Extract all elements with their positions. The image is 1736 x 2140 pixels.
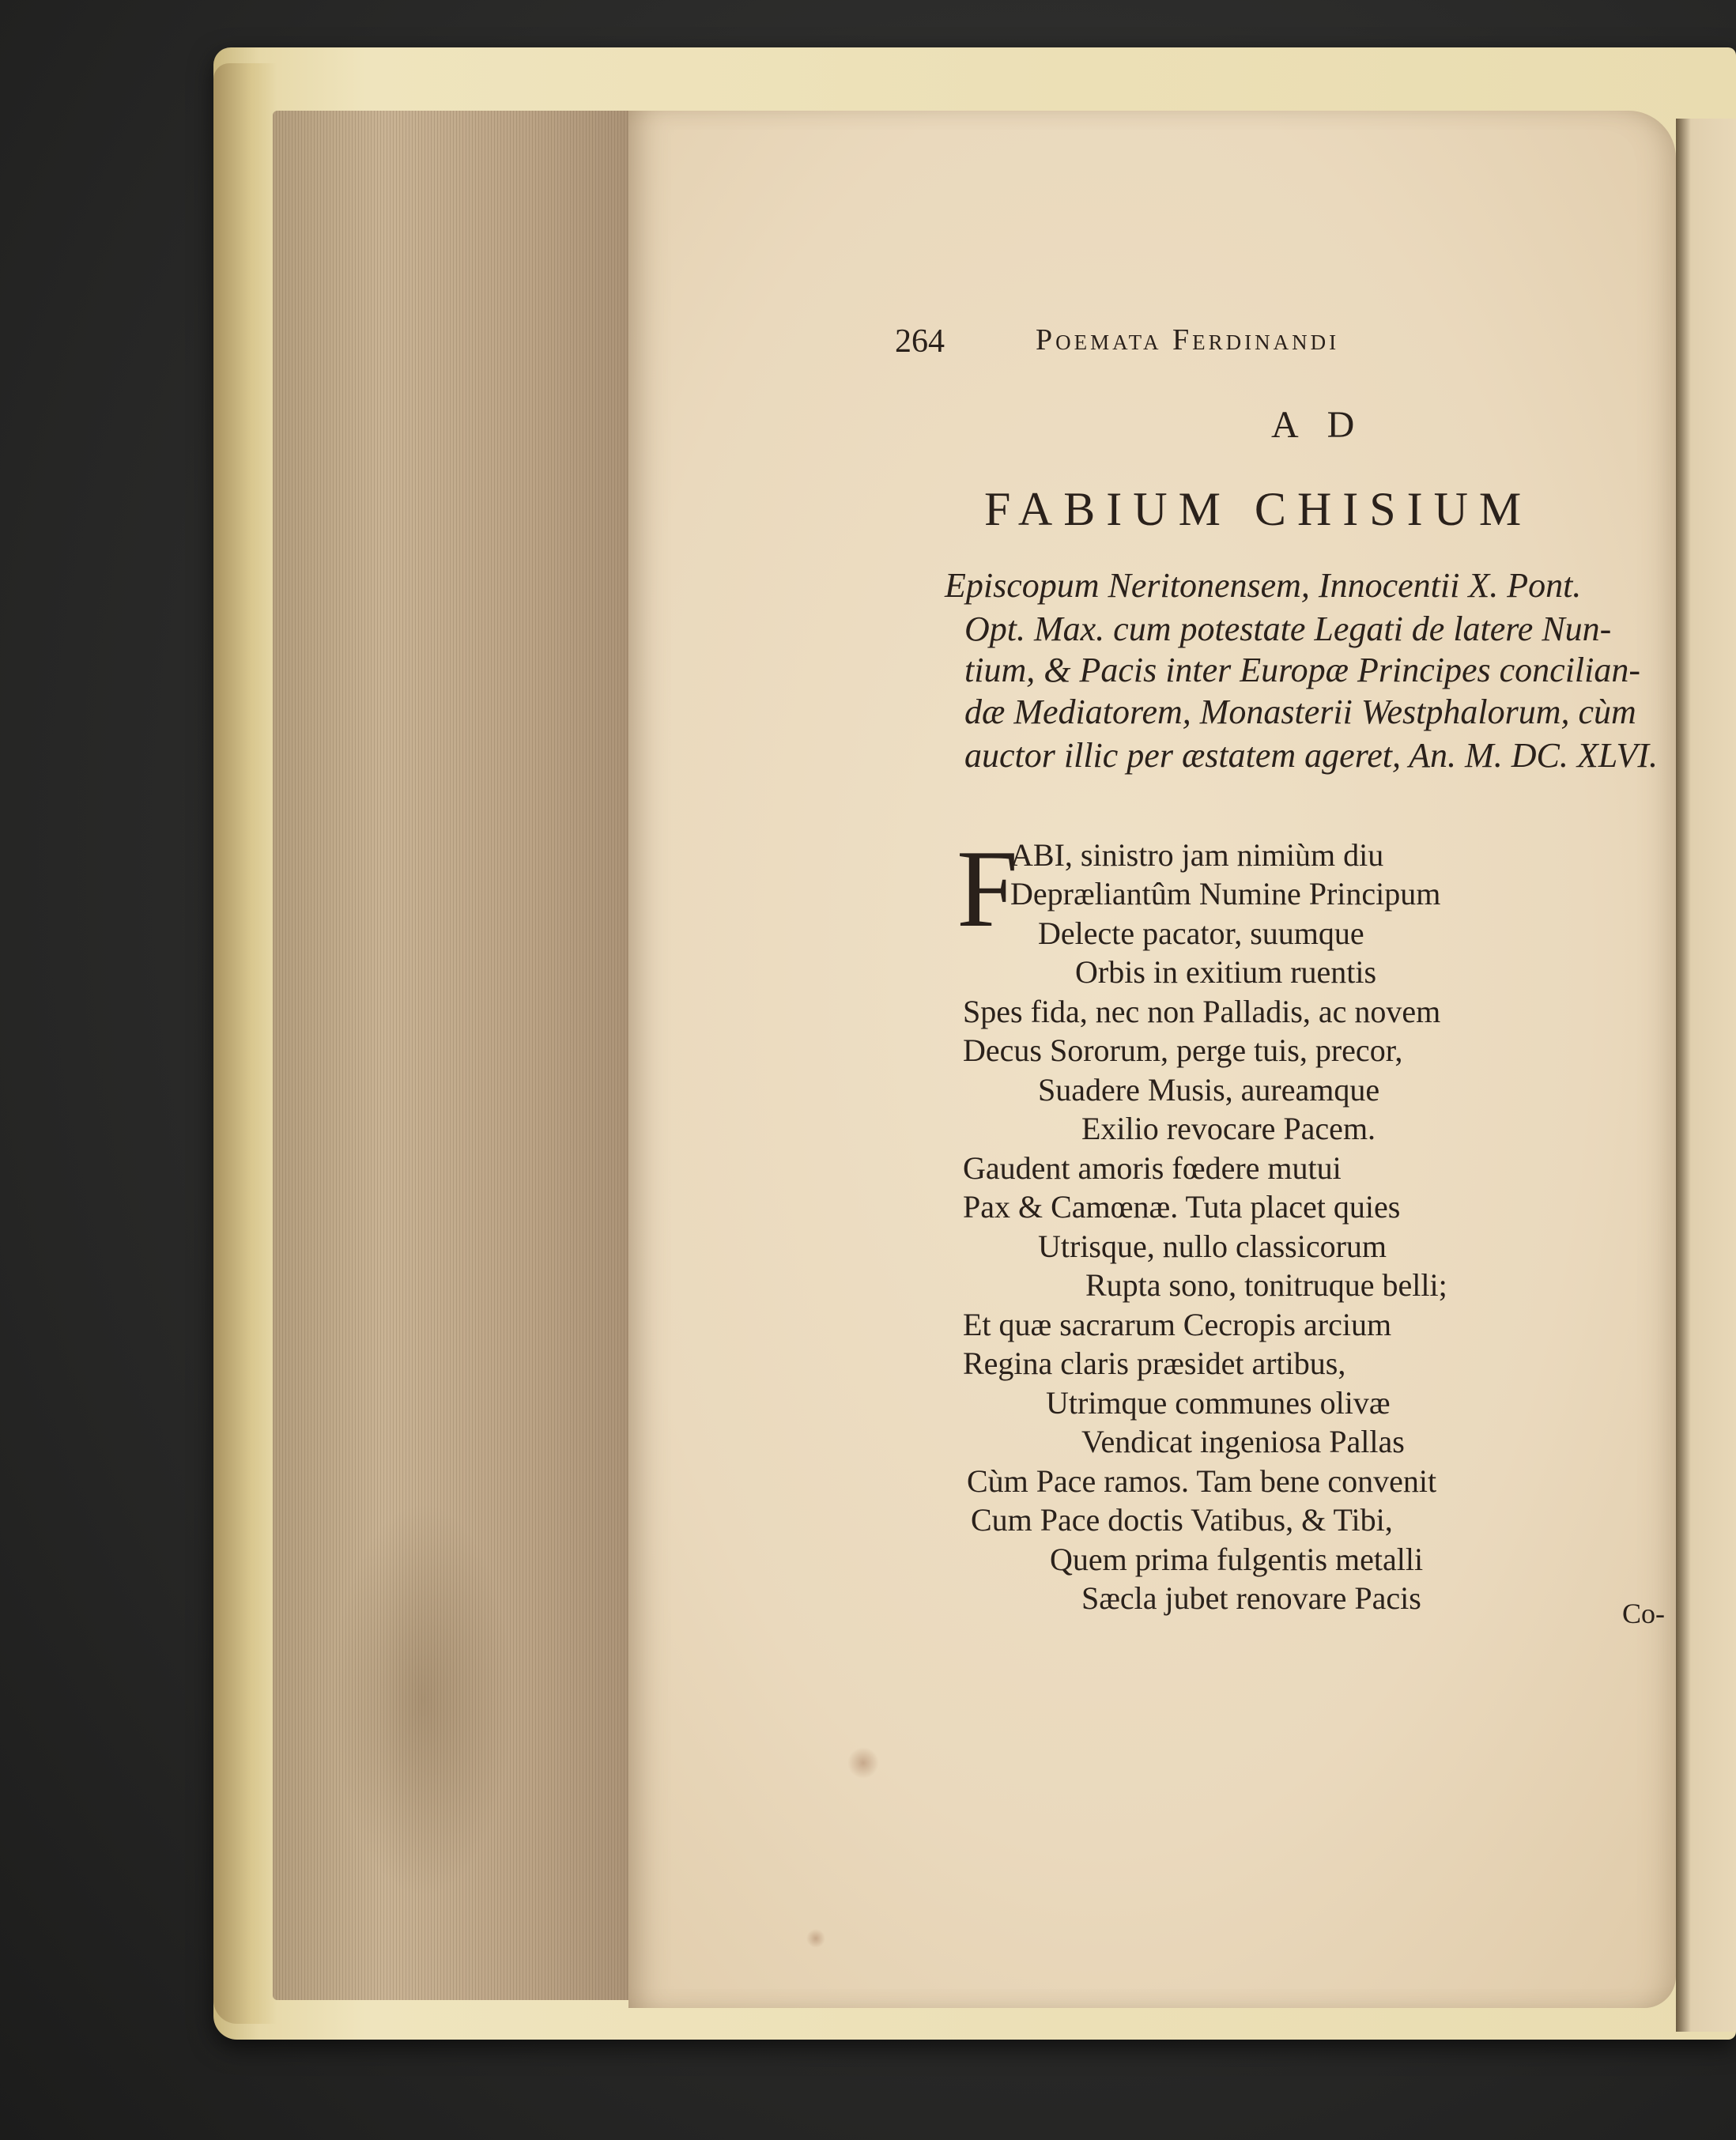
verse-line: Gaudent amoris fœdere mutui: [963, 1150, 1342, 1186]
verse-line: Et quæ sacrarum Cecropis arcium: [963, 1307, 1392, 1342]
verse-line: Utrimque communes olivæ: [1046, 1385, 1391, 1421]
verse-line: Sæcla jubet renovare Pacis: [1081, 1580, 1421, 1616]
verse-line: Pax & Camœnæ. Tuta placet quies: [963, 1189, 1401, 1225]
drop-cap: F: [957, 828, 1018, 950]
verse-line: Vendicat ingeniosa Pallas: [1081, 1424, 1405, 1459]
foxing-spot: [806, 1929, 825, 1948]
dedication-line: Episcopum Neritonensem, Innocentii X. Pont.: [945, 566, 1582, 605]
dedication-line: dæ Mediatorem, Monasterii Westphalorum, cùm: [964, 693, 1636, 731]
spine: [213, 63, 277, 2024]
page-number: 264: [895, 323, 945, 360]
verse-line: Depræliantûm Numine Principum: [1010, 876, 1441, 911]
running-head: Poemata Ferdinandi: [1036, 323, 1340, 357]
verse-line: Decus Sororum, perge tuis, precor,: [963, 1032, 1403, 1068]
verse-line: Quem prima fulgentis metalli: [1050, 1542, 1424, 1577]
page-title: FABIUM CHISIUM: [984, 483, 1533, 535]
dedication-line: Opt. Max. cum potestate Legati de latere Nun-: [964, 610, 1612, 648]
verse-line: Regina claris præsidet artibus,: [963, 1346, 1346, 1381]
verse-line: ABI, sinistro jam nimiùm diu: [1010, 837, 1384, 873]
verse-line: Spes fida, nec non Palladis, ac novem: [963, 994, 1441, 1029]
verse-line: Cùm Pace ramos. Tam bene convenit: [967, 1463, 1437, 1499]
foxing-spot: [847, 1747, 879, 1779]
dedication-line: tium, & Pacis inter Europæ Principes concilian-: [964, 651, 1641, 689]
dedication-line: auctor illic per æstatem ageret, An. M. DC. XLVI.: [964, 736, 1659, 775]
verse-line: Rupta sono, tonitruque belli;: [1085, 1267, 1447, 1303]
verse-line: Exilio revocare Pacem.: [1081, 1111, 1376, 1146]
verse-line: Suadere Musis, aureamque: [1038, 1072, 1380, 1108]
facing-page-edge: [1676, 119, 1736, 2032]
heading-ad: AD: [1271, 404, 1383, 446]
verse-line: Cum Pace doctis Vatibus, & Tibi,: [971, 1502, 1393, 1538]
verse-line: Utrisque, nullo classicorum: [1038, 1229, 1387, 1264]
verse-line: Delecte pacator, suumque: [1038, 915, 1364, 951]
verse-line: Orbis in exitium ruentis: [1075, 954, 1377, 990]
edge-stain: [332, 1502, 514, 1897]
catchword: Co-: [1622, 1598, 1665, 1629]
